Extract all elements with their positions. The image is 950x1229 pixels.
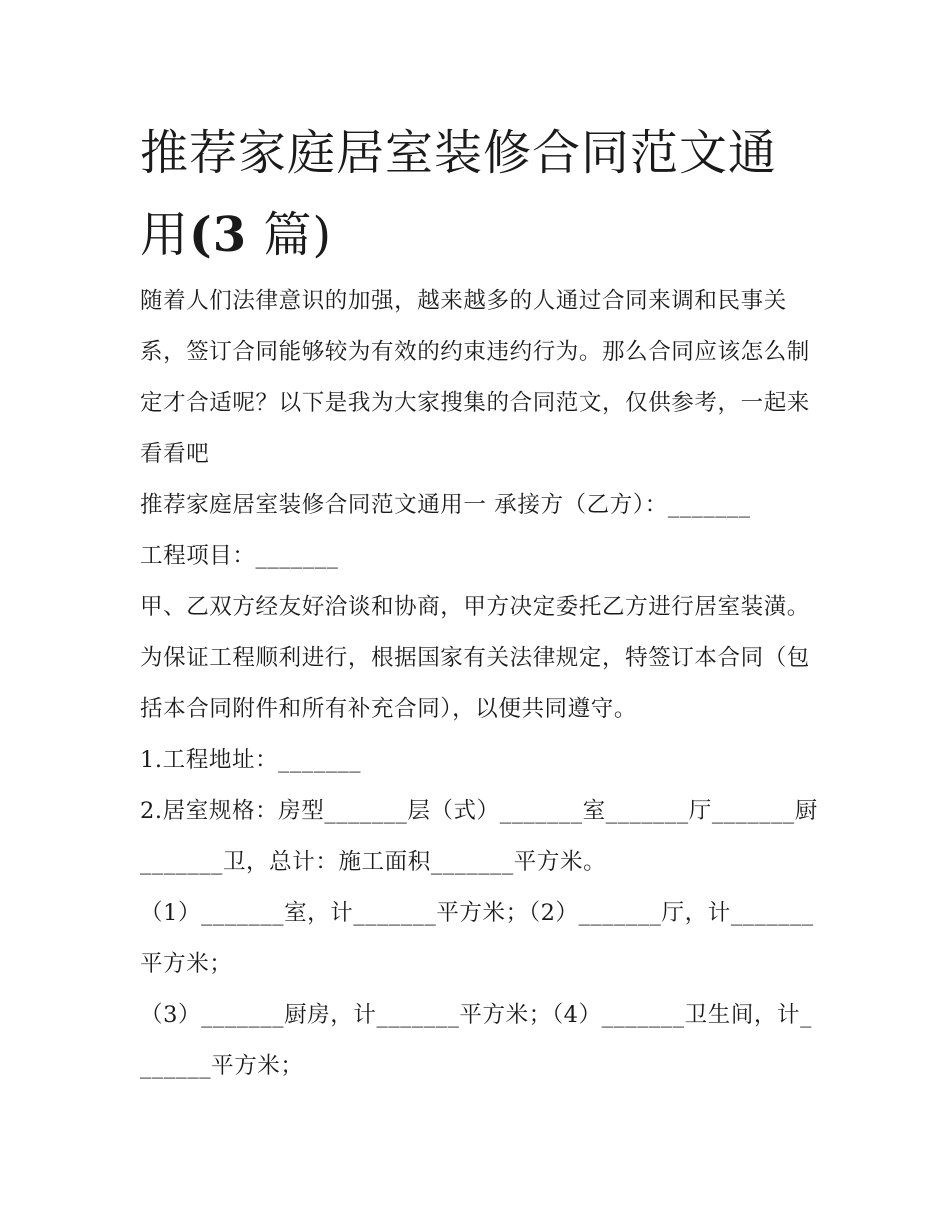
project-item: 工程项目：_______ [140, 543, 339, 569]
title-unit: 篇) [263, 207, 333, 263]
agreement-paragraph: 甲、乙双方经友好洽谈和协商，甲方决定委托乙方进行居室装潢。为保证工程顺利进行，根据国家有关法律规定，特签订本合同（包括本合同附件和所有补充合同），以便共同遵守。 [140, 594, 810, 722]
title-count: (3 [189, 207, 248, 263]
title-main: 推荐家庭居室装修合同范文通用 [140, 125, 778, 263]
clause-room-spec: 2.居室规格：房型_______层（式）_______室_______厅_______厨_______卫，总计：施工面积_______平方米。 [140, 798, 818, 875]
intro-paragraph: 随着人们法律意识的加强，越来越多的人通过合同来调和民事关系，签订合同能够较为有效的约束违约行为。那么合同应该怎么制定才合适呢？以下是我为大家搜集的合同范文，仅供参考，一起来看看吧 [140, 288, 810, 467]
clause-room-area-2: （3）_______厨房，计_______平方米；（4）_______卫生间，计_______平方米； [140, 1002, 812, 1079]
document-title [140, 112, 820, 276]
clause-address: 1.工程地址：_______ [140, 747, 362, 773]
document-body [140, 276, 820, 1092]
contract-heading-contractor: 推荐家庭居室装修合同范文通用一 承接方（乙方）：_______ [140, 492, 751, 518]
clause-room-area-1: （1）_______室，计_______平方米；（2）_______厅，计_______平方米； [140, 900, 814, 977]
